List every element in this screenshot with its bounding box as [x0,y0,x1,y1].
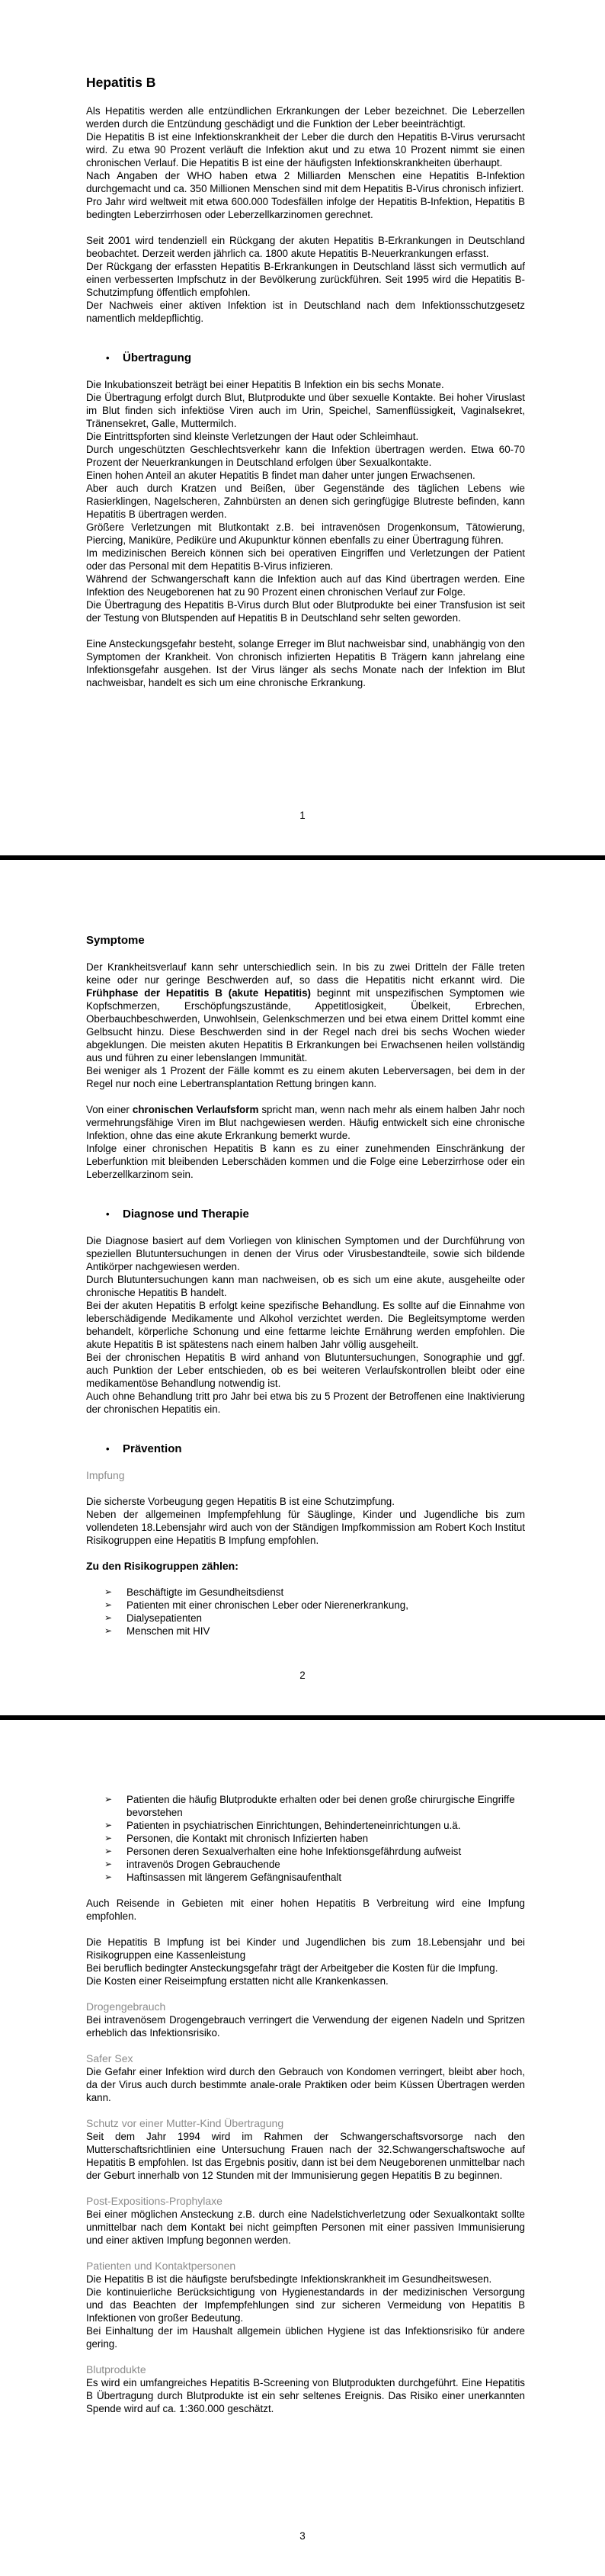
paragraph: Die Eintrittspforten sind kleinste Verletzungen der Haut oder Schleimhaut. [86,431,419,442]
vertical-spacer [86,1221,525,1234]
arrow-bullet-icon: ➢ [104,1794,113,1804]
page-number: 3 [299,2530,306,2542]
paragraph: Seit 2001 wird tendenziell ein Rückgang der akuten Hepatitis B-Erkrankungen in Deutschland beobachtet. Derzeit werden jährlich ca. 1800 akute Hepatitis B-Neuerkrankungen erfasst. [86,235,525,259]
page-2 [0,860,605,1715]
arrow-bullet-icon: ➢ [104,1833,113,1843]
vertical-spacer [86,1547,525,1560]
vertical-spacer [86,325,525,351]
subsection-heading: Schutz vor einer Mutter-Kind Übertragung [86,2117,284,2129]
section-heading: Symptome [86,934,145,947]
paragraph [86,961,525,1064]
subsection-heading: Drogengebrauch [86,2000,166,2013]
paragraph: Eine Ansteckungsgefahr besteht, solange Erreger im Blut nachweisbar sind, unabhängig von den Symptomen der Krankheit. Von chronisch infizierten Hepatitis B Trägern kann jahrelang eine Infektionsgefahr ausgehen. Ist der Virus länger als sechs Monate nach der Infektion im Blut nachweisbar, handelt es sich um eine chronische Erkrankung. [86,638,525,688]
section-bullet-heading-label: Prävention [123,1442,182,1455]
paragraph: Bei Einhaltung der im Haushalt allgemein üblichen Hygiene ist das Infektionsrisiko für andere gering. [86,2325,525,2350]
subsection-heading: Blutprodukte [86,2363,146,2376]
vertical-spacer [86,2182,525,2195]
paragraph: Bei intravenösem Drogengebrauch verringert die Verwendung der eigenen Nadeln und Spritzen erheblich das Infektionsrisiko. [86,2014,525,2039]
page-number: 2 [299,1670,306,1681]
paragraph: Im medizinischen Bereich können sich bei operativen Eingriffen und Verletzungen der Patient oder das Personal mit dem Hepatitis B-Virus infizieren. [86,547,525,572]
text-run: spricht man, wenn nach mehr als einem halben Jahr noch vermehrungsfähige Viren im Blut nachgewiesen werden. Häufig entwickelt sich eine chronische Infektion, ohne das eine akute Erkrankung bemerkt wurde. [86,1104,526,1141]
document-title: Hepatitis B [86,75,156,90]
list-item [86,1793,525,1819]
subsection-heading: Post-Expositions-Prophylaxe [86,2195,222,2207]
list-item [86,1871,525,1884]
paragraph: Die Hepatitis B ist eine Infektionskrankheit der Leber die durch den Hepatitis B-Virus verursacht wird. Zu etwa 90 Prozent verläuft die Infektion akut und zu etwa 10 Prozent nimmt sie einen chronischen Verlauf. Die Hepatitis B ist eine der häufigsten Infektionskrankheiten überhaupt. [86,131,525,168]
paragraph: Größere Verletzungen mit Blutkontakt z.B. bei intravenösen Drogenkonsum, Tätowierung, Piercing, Maniküre, Pediküre und Akupunktur können ebenfalls zu einer Übertragung führen. [86,521,525,546]
subsection-heading: Safer Sex [86,2052,133,2064]
paragraph: Die Übertragung erfolgt durch Blut, Blutprodukte und über sexuelle Kontakte. Bei hoher Viruslast im Blut finden sich infektiöse Viren auch im Urin, Speichel, Samenflüssigkeit, Vaginalsekret, Tränensekret, Galle, Muttermilch. [86,392,525,429]
section-bullet-heading-label: Diagnose und Therapie [123,1208,249,1221]
paragraph: Der Nachweis einer aktiven Infektion ist in Deutschland nach dem Infektionsschutzgesetz namentlich meldepflichtig. [86,300,525,324]
paragraph: Auch Reisende in Gebieten mit einer hohen Hepatitis B Verbreitung wird eine Impfung empfohlen. [86,1898,525,1922]
paragraph: Die Hepatitis B Impfung ist bei Kinder und Jugendlichen bis zum 18.Lebensjahr und bei Risikogruppen eine Kassenleistung [86,1936,525,1961]
list-item [86,1845,525,1858]
paragraph: Der Rückgang der erfassten Hepatitis B-Erkrankungen in Deutschland lässt sich vermutlich auf einen verbesserten Impfschutz in der Bevölkerung zurückführen. Seit 1995 wird die Hepatitis B-Schutzimpfung öffentlich empfohlen. [86,261,525,298]
bullet-icon: • [106,1208,110,1220]
list-item-text: Beschäftigte im Gesundheitsdienst [126,1586,284,1598]
arrow-bullet-icon: ➢ [104,1872,113,1882]
page-number: 1 [299,810,306,821]
paragraph: Es wird ein umfangreiches Hepatitis B-Screening von Blutprodukten durchgeführt. Eine Hepatitis B Übertragung durch Blutprodukte ist ein sehr seltenes Ereignis. Das Risiko einer unerkannten Spende wird auf ca. 1:360.000 geschätzt. [86,2377,525,2414]
text-run: Der Krankheitsverlauf kann sehr unterschiedlich sein. In bis zu zwei Dritteln der Fälle treten keine oder nur geringe Beschwerden auf, so dass die Hepatitis nicht erkannt wird. Die [86,961,525,986]
list-item-text: Haftinsassen mit längerem Gefängnisaufenthalt [126,1872,342,1883]
list-item-text: Patienten mit einer chronischen Leber oder Nierenerkrankung, [126,1599,408,1611]
section-bullet-heading [86,1442,525,1456]
list-item-text: Personen, die Kontakt mit chronisch Infizierten haben [126,1833,369,1844]
text-run: Von einer [86,1104,133,1115]
vertical-spacer [86,2039,525,2052]
paragraph: Einen hohen Anteil an akuter Hepatitis B findet man daher unter jungen Erwachsenen. [86,470,475,481]
vertical-spacer [86,221,525,234]
list-item-text: Patienten in psychiatrischen Einrichtungen, Behinderteneinrichtungen u.ä. [126,1820,461,1831]
section-bullet-heading-label: Übertragung [123,351,191,364]
vertical-spacer [86,1923,525,1936]
vertical-spacer [86,1482,525,1495]
list-item [86,1858,525,1871]
vertical-spacer [86,2350,525,2363]
emphasis-line: Zu den Risikogruppen zählen: [86,1560,238,1572]
paragraph: Infolge einer chronischen Hepatitis B kann es zu einer zunehmenden Einschränkung der Leberfunktion mit bleibenden Leberschäden kommen und die Folge eine Leberzirrhose oder ein Leberzellkarzinom sein. [86,1143,525,1180]
arrow-bullet-icon: ➢ [104,1599,113,1610]
bold-text-run: chronischen Verlaufsform [132,1104,259,1115]
paragraph: Bei der chronischen Hepatitis B wird anhand von Blutuntersuchungen, Sonographie und ggf. auch Punktion der Leber entschieden, ob es bei weiteren Verlaufskontrollen bleibt oder eine medikamentöse Behandlung notwendig ist. [86,1352,525,1389]
paragraph: Aber auch durch Kratzen und Beißen, über Gegenstände des täglichen Lebens wie Rasierklingen, Nagelscheren, Zahnbürsten an denen sich geringfügige Blutreste befinden, kann Hepatitis B übertragen werden. [86,483,525,520]
paragraph: Die Hepatitis B ist die häufigste berufsbedingte Infektionskrankheit im Gesundheitswesen. [86,2273,492,2285]
paragraph: Neben der allgemeinen Impfempfehlung für Säuglinge, Kinder und Jugendliche bis zum vollendeten 18.Lebensjahr wird auch von der Ständigen Impfkommission am Robert Koch Institut Risikogruppen eine Hepatitis B Impfung empfohlen. [86,1509,525,1546]
page-1 [0,0,605,855]
bullet-icon: • [106,1443,110,1455]
vertical-spacer [86,1181,525,1207]
arrow-bullet-icon: ➢ [104,1586,113,1597]
vertical-spacer [86,2247,525,2260]
paragraph: Die Gefahr einer Infektion wird durch den Gebrauch von Kondomen verringert, bleibt aber hoch, da der Virus auch durch bestimmte anale-orale Praktiken oder beim Küssen Übertragen werden kann. [86,2066,525,2103]
list-item-text: intravenös Drogen Gebrauchende [126,1859,280,1870]
arrow-bullet-icon: ➢ [104,1625,113,1636]
vertical-spacer [86,1884,525,1897]
risk-group-list [86,1586,525,1638]
vertical-spacer [86,948,525,961]
paragraph: Nach Angaben der WHO haben etwa 2 Milliarden Menschen eine Hepatitis B-Infektion durchgemacht und ca. 350 Millionen Menschen sind mit dem Hepatitis B-Virus chronisch infiziert. [86,170,525,194]
section-bullet-heading [86,1207,525,1221]
list-item [86,1599,525,1612]
paragraph: Bei weniger als 1 Prozent der Fälle kommt es zu einem akuten Leberversagen, bei dem in der Regel nur noch eine Lebertransplantation Rettung bringen kann. [86,1065,525,1089]
paragraph: Bei der akuten Hepatitis B erfolgt keine spezifische Behandlung. Es sollte auf die Einnahme von leberschädigende Medikamente und Alkohol verzichtet werden. Die Begleitsymptome werden behandelt, körperliche Schonung und eine fettarme leichte Ernährung werden empfohlen. Die akute Hepatitis B ist spätestens nach einem halben Jahr völlig ausgeheilt. [86,1300,525,1350]
paragraph: Bei beruflich bedingter Ansteckungsgefahr trägt der Arbeitgeber die Kosten für die Impfung. [86,1962,498,1974]
vertical-spacer [86,1573,525,1586]
bold-text-run: Frühphase der Hepatitis B (akute Hepatitis) [86,987,312,999]
paragraph: Durch Blutuntersuchungen kann man nachweisen, ob es sich um eine akute, ausgeheilte oder chronische Hepatitis B handelt. [86,1274,525,1298]
subsection-heading: Patienten und Kontaktpersonen [86,2260,236,2272]
vertical-spacer [86,91,525,104]
paragraph: Die Kosten einer Reiseimpfung erstatten nicht alle Krankenkassen. [86,1975,389,1987]
list-item [86,1819,525,1832]
list-item [86,1586,525,1599]
list-item [86,1625,525,1638]
vertical-spacer [86,365,525,378]
text-run: beginnt mit unspezifischen Symptomen wie Kopfschmerzen, Erschöpfungszustände, Appetitlosigkeit, Übelkeit, Erbrechen, Oberbauchbeschwerden, Unwohlsein, Gelenkschmerzen und bei etwa einem Drittel kommt eine Gelbsucht hinzu. Diese Beschwerden sind in der Regel nach drei bis sechs Wochen wieder abgeklungen. Die meisten akuten Hepatitis B Erkrankungen bei Erwachsenen heilen vollständig aus und führen zu einer lebenslangen Immunität. [86,987,525,1063]
vertical-spacer [86,2104,525,2117]
subsection-heading: Impfung [86,1469,125,1481]
vertical-spacer [86,1987,525,2000]
arrow-bullet-icon: ➢ [104,1612,113,1623]
paragraph: Die Diagnose basiert auf dem Vorliegen von klinischen Symptomen und der Durchführung von speziellen Blutuntersuchungen in denen der Virus oder Virusbestandteile, sowie sich bildende Antikörper nachgewiesen werden. [86,1235,525,1272]
paragraph: Die kontinuierliche Berücksichtigung von Hygienestandards in der medizinischen Versorgung und das Beachten der Impfempfehlungen sind zur sicheren Vermeidung von Hepatitis B Infektionen von großer Bedeutung. [86,2286,525,2324]
paragraph: Die Übertragung des Hepatitis B-Virus durch Blut oder Blutprodukte bei einer Transfusion ist seit der Testung von Blutspenden auf Hepatitis B in Deutschland sehr selten geworden. [86,599,525,624]
paragraph: Die sicherste Vorbeugung gegen Hepatitis B ist eine Schutzimpfung. [86,1496,395,1507]
list-item-text: Personen deren Sexualverhalten eine hohe Infektionsgefährdung aufweist [126,1846,462,1857]
paragraph: Pro Jahr wird weltweit mit etwa 600.000 Todesfällen infolge der Hepatitis B-Infektion, Hepatitis B bedingten Leberzirrhosen oder Leberzellkarzinomen gerechnet. [86,196,525,220]
paragraph: Während der Schwangerschaft kann die Infektion auch auf das Kind übertragen werden. Eine Infektion des Neugeborenen hat zu 90 Prozent einen chronischen Verlauf zur Folge. [86,573,525,598]
list-item-text: Menschen mit HIV [126,1625,210,1637]
arrow-bullet-icon: ➢ [104,1846,113,1856]
list-item-text: Dialysepatienten [126,1612,203,1624]
arrow-bullet-icon: ➢ [104,1820,113,1830]
bullet-icon: • [106,352,110,364]
vertical-spacer [86,1456,525,1469]
paragraph: Als Hepatitis werden alle entzündlichen Erkrankungen der Leber bezeichnet. Die Leberzellen werden durch die Entzündung geschädigt und die Funktion der Leber beeinträchtigt. [86,105,525,130]
paragraph [86,1103,525,1142]
list-item [86,1832,525,1845]
list-item-text: Patienten die häufig Blutprodukte erhalten oder bei denen große chirurgische Eingriffe bevorstehen [126,1794,515,1818]
vertical-spacer [86,624,525,637]
paragraph: Die Inkubationszeit beträgt bei einer Hepatitis B Infektion ein bis sechs Monate. [86,379,444,390]
risk-group-list [86,1793,525,1884]
paragraph: Bei einer möglichen Ansteckung z.B. durch eine Nadelstichverletzung oder Sexualkontakt sollte unmittelbar nach dem Kontakt bei nicht geimpften Personen mit einer passiven Immunisierung und einer aktiven Impfung begonnen werden. [86,2209,525,2246]
section-bullet-heading [86,351,525,365]
paragraph: Auch ohne Behandlung tritt pro Jahr bei etwa bis zu 5 Prozent der Betroffenen eine Inaktivierung der chronischen Hepatitis ein. [86,1391,525,1415]
paragraph: Seit dem Jahr 1994 wird im Rahmen der Schwangerschaftsvorsorge nach den Mutterschaftsrichtlinien eine Untersuchung Frauen nach der 32.Schwangerschaftswoche auf Hepatitis B empfohlen. Ist das Ergebnis positiv, dann ist bei dem Neugeborenen unmittelbar nach der Geburt innerhalb von 12 Stunden mit der Immunisierung gegen Hepatitis B zu beginnen. [86,2131,525,2181]
list-item [86,1612,525,1625]
vertical-spacer [86,1090,525,1103]
paragraph: Durch ungeschützten Geschlechtsverkehr kann die Infektion übertragen werden. Etwa 60-70 Prozent der Neuerkrankungen in Deutschland erfolgen über Sexualkontakte. [86,444,525,468]
vertical-spacer [86,1416,525,1442]
arrow-bullet-icon: ➢ [104,1859,113,1869]
page-3 [0,1720,605,2576]
